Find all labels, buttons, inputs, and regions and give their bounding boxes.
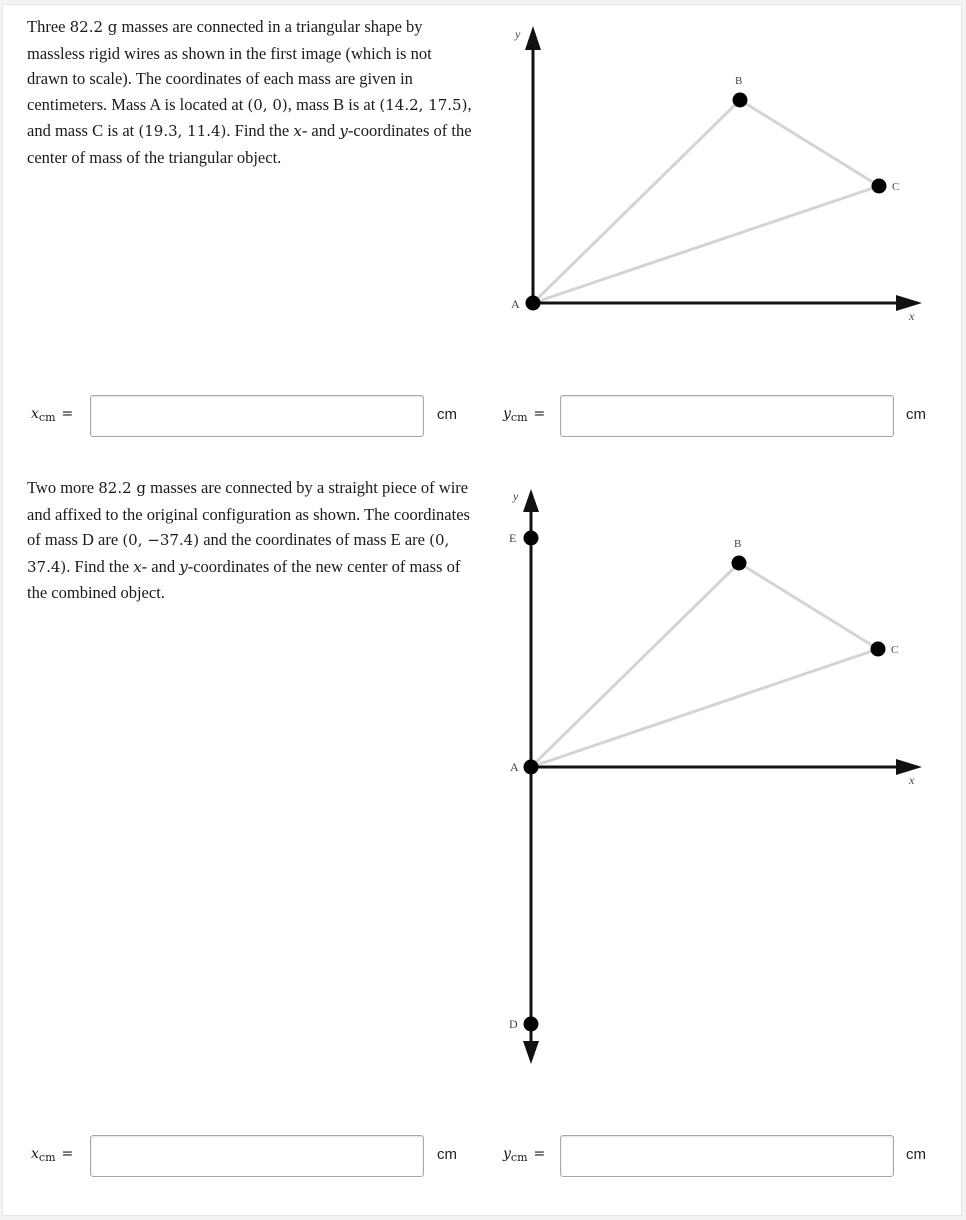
y-axis-down-arrow-icon — [523, 1041, 539, 1064]
y-axis-up-arrow-icon — [523, 489, 539, 512]
part1-ycm-input[interactable] — [560, 395, 894, 437]
part1-figure — [490, 20, 940, 330]
part1-problem-text: Three 82.2 g masses are connected in a triangular shape by massless rigid wires as shown in the first image (which is not drawn to scale). The coordinates of each mass are given in centimeters. Mass A is located at (0, 0), mass B is at (14.2, 17.5), and mass C is at (19.3, 11.4). Find the x- and y-coordinates of the center of mass of the triangular object. — [27, 17, 472, 167]
mass-c-2 — [871, 642, 886, 657]
part2-xcm-unit: cm — [437, 1146, 457, 1163]
mass-b-2 — [732, 556, 747, 571]
part2-ycm-label: $y_{cm}$ = — [503, 1146, 546, 1164]
part2-ycm-input[interactable] — [560, 1135, 894, 1177]
part1-xcm-label: $x_{cm}$ = — [31, 406, 74, 424]
wire-ac — [533, 186, 879, 303]
mass-c — [872, 179, 887, 194]
wire-ab — [533, 100, 740, 303]
part2-problem-text: Two more 82.2 g masses are connected by a straight piece of wire and affixed to the original configuration as shown. The coordinates of mass D are (0, −37.4) and the coordinates of mass E are (0, 37.4). Find the x- and y-coordinates of the new center of mass of the combined object. — [27, 478, 470, 602]
label-b: B — [735, 75, 743, 87]
part1-ycm-unit: cm — [906, 406, 926, 423]
part2-figure — [490, 480, 940, 1070]
axis-label-y: y — [515, 27, 521, 41]
mass-a-2 — [524, 760, 539, 775]
wire-bc — [740, 100, 879, 186]
label-a-2: A — [510, 760, 519, 774]
mass-b — [733, 93, 748, 108]
mass-a — [526, 296, 541, 311]
mass-e — [524, 531, 539, 546]
axis-label-y-2: y — [513, 489, 519, 503]
label-c-2: C — [891, 644, 899, 656]
part1-ycm-label: $y_{cm}$ = — [503, 406, 546, 424]
label-b-2: B — [734, 538, 742, 550]
axis-label-x-2: x — [909, 773, 915, 787]
label-d: D — [509, 1017, 518, 1031]
wire-ab-2 — [531, 563, 739, 767]
axis-label-x: x — [909, 309, 915, 323]
part1-xcm-input[interactable] — [90, 395, 424, 437]
label-e: E — [509, 531, 517, 545]
wire-ac-2 — [531, 649, 878, 767]
label-a: A — [511, 297, 520, 311]
y-axis-arrow-icon — [525, 26, 541, 50]
label-c: C — [892, 181, 900, 193]
part2-xcm-input[interactable] — [90, 1135, 424, 1177]
part1-xcm-unit: cm — [437, 406, 457, 423]
part2-xcm-label: $x_{cm}$ = — [31, 1146, 74, 1164]
wire-bc-2 — [739, 563, 878, 649]
mass-d — [524, 1017, 539, 1032]
part2-ycm-unit: cm — [906, 1146, 926, 1163]
